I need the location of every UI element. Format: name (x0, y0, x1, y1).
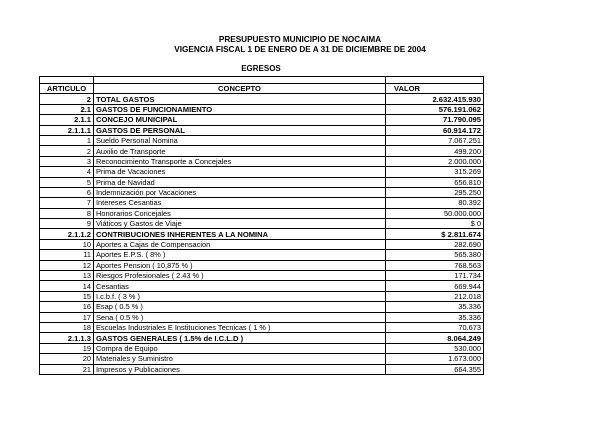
value-cell: 7.067.251 (386, 135, 484, 145)
concept-cell: Riesgos Profesionales ( 2.43 % ) (94, 271, 386, 281)
table-row (40, 312, 484, 322)
table-row (40, 187, 484, 197)
value-cell: 8.064.249 (386, 333, 484, 343)
value-cell: $ 2.811.674 (386, 229, 484, 239)
article-code-cell: 9 (40, 219, 94, 229)
table-row (40, 322, 484, 332)
article-code-cell: 2.1.1.3 (40, 333, 94, 343)
table-row (40, 167, 484, 177)
article-code-cell: 14 (40, 281, 94, 291)
column-header-valor: VALOR (386, 84, 484, 94)
concept-cell: Cesantias (94, 281, 386, 291)
concept-cell: Intereses Cesantias (94, 198, 386, 208)
article-code-cell: 13 (40, 271, 94, 281)
article-code-cell: 20 (40, 354, 94, 364)
article-code-cell: 7 (40, 198, 94, 208)
concept-cell: Auxilio de Transporte (94, 146, 386, 156)
value-cell: 171.734 (386, 271, 484, 281)
column-header-articulo: ARTICULO (40, 84, 94, 94)
article-code-cell: 17 (40, 312, 94, 322)
concept-cell: CONTRIBUCIONES INHERENTES A LA NOMINA (94, 229, 386, 239)
concept-cell: I.c.b.f. ( 3 % ) (94, 291, 386, 301)
column-header-concepto: CONCEPTO (94, 84, 386, 94)
table-row (40, 291, 484, 301)
concept-cell: Viáticos y Gastos de Viaje (94, 219, 386, 229)
value-cell: 35.336 (386, 302, 484, 312)
table-row (40, 250, 484, 260)
concept-cell: Impresos y Publicaciones (94, 364, 386, 374)
article-code-cell: 2.1.1.2 (40, 229, 94, 239)
table-row (40, 364, 484, 374)
value-cell: 50.000.000 (386, 208, 484, 218)
value-cell: 499.200 (386, 146, 484, 156)
value-cell: 80.392 (386, 198, 484, 208)
table-row (40, 302, 484, 312)
article-code-cell: 12 (40, 260, 94, 270)
concept-cell: Materiales y Suministro (94, 354, 386, 364)
table-row (40, 156, 484, 166)
table-row (40, 115, 484, 125)
concept-cell: Sueldo Personal Nomina (94, 135, 386, 145)
table-row (40, 333, 484, 343)
table-row (40, 281, 484, 291)
value-cell: 282.690 (386, 239, 484, 249)
section-heading: EGRESOS (241, 64, 281, 73)
concept-cell: Indemnización por Vacaciones (94, 187, 386, 197)
value-cell: 656.810 (386, 177, 484, 187)
article-code-cell: 10 (40, 239, 94, 249)
value-cell: 576.191.062 (386, 104, 484, 114)
concept-cell: Aportes E.P.S. ( 8% ) (94, 250, 386, 260)
article-code-cell: 2.1.1 (40, 115, 94, 125)
concept-cell: Aportes Pension ( 10,875 % ) (94, 260, 386, 270)
concept-cell: Prima de Navidad (94, 177, 386, 187)
table-row (40, 104, 484, 114)
document-title: PRESUPUESTO MUNICIPIO DE NOCAIMA (218, 35, 382, 44)
article-code-cell: 8 (40, 208, 94, 218)
article-code-cell: 2 (40, 146, 94, 156)
concept-cell: GASTOS GENERALES ( 1.5% de I.C.L.D ) (94, 333, 386, 343)
concept-cell: GASTOS DE PERSONAL (94, 125, 386, 135)
table-row (40, 260, 484, 270)
value-cell: 664.355 (386, 364, 484, 374)
table-row (40, 354, 484, 364)
budget-table (39, 76, 484, 375)
table-row (40, 343, 484, 353)
article-code-cell: 16 (40, 302, 94, 312)
table-row (40, 208, 484, 218)
concept-cell: CONCEJO MUNICIPAL (94, 115, 386, 125)
value-cell: 295.250 (386, 187, 484, 197)
article-code-cell: 2 (40, 94, 94, 104)
table-row (40, 229, 484, 239)
table-row (40, 219, 484, 229)
table-row (40, 239, 484, 249)
article-code-cell: 15 (40, 291, 94, 301)
table-top-spacer (40, 77, 484, 84)
article-code-cell: 3 (40, 156, 94, 166)
concept-cell: Compra de Equipo (94, 343, 386, 353)
value-cell: 35.336 (386, 312, 484, 322)
value-cell: 212.018 (386, 291, 484, 301)
article-code-cell: 21 (40, 364, 94, 374)
value-cell: 669.944 (386, 281, 484, 291)
concept-cell: Escuelas Industriales E Instituciones Tecnicas ( 1 % ) (94, 322, 386, 332)
value-cell: 530.000 (386, 343, 484, 353)
value-cell: 2.000.000 (386, 156, 484, 166)
concept-cell: Aportes a Cajas de Compensacion (94, 239, 386, 249)
table-header-row (40, 84, 484, 94)
table-row (40, 177, 484, 187)
budget-table-body (40, 77, 484, 375)
table-row (40, 135, 484, 145)
article-code-cell: 4 (40, 167, 94, 177)
document-subtitle: VIGENCIA FISCAL 1 DE ENERO DE A 31 DE DICIEMBRE DE 2004 (174, 45, 426, 54)
article-code-cell: 2.1.1.1 (40, 125, 94, 135)
value-cell: 60.914.172 (386, 125, 484, 135)
article-code-cell: 5 (40, 177, 94, 187)
article-code-cell: 19 (40, 343, 94, 353)
article-code-cell: 11 (40, 250, 94, 260)
value-cell: 565.380 (386, 250, 484, 260)
value-cell: 768.563 (386, 260, 484, 270)
value-cell: 1.673.000 (386, 354, 484, 364)
value-cell: $ 0 (386, 219, 484, 229)
concept-cell: TOTAL GASTOS (94, 94, 386, 104)
table-row (40, 198, 484, 208)
concept-cell: Sena ( 0.5 % ) (94, 312, 386, 322)
value-cell: 315.269 (386, 167, 484, 177)
concept-cell: Honorarios Concejales (94, 208, 386, 218)
article-code-cell: 2.1 (40, 104, 94, 114)
article-code-cell: 6 (40, 187, 94, 197)
concept-cell: Prima de Vacaciones (94, 167, 386, 177)
concept-cell: Reconocimiento Transporte a Concejales (94, 156, 386, 166)
table-row (40, 125, 484, 135)
value-cell: 70.673 (386, 322, 484, 332)
table-row (40, 271, 484, 281)
article-code-cell: 18 (40, 322, 94, 332)
article-code-cell: 1 (40, 135, 94, 145)
table-row (40, 146, 484, 156)
concept-cell: Esap ( 0.5 % ) (94, 302, 386, 312)
concept-cell: GASTOS DE FUNCIONAMIENTO (94, 104, 386, 114)
value-cell: 71.790.095 (386, 115, 484, 125)
table-row (40, 94, 484, 104)
value-cell: 2.632.415.930 (386, 94, 484, 104)
